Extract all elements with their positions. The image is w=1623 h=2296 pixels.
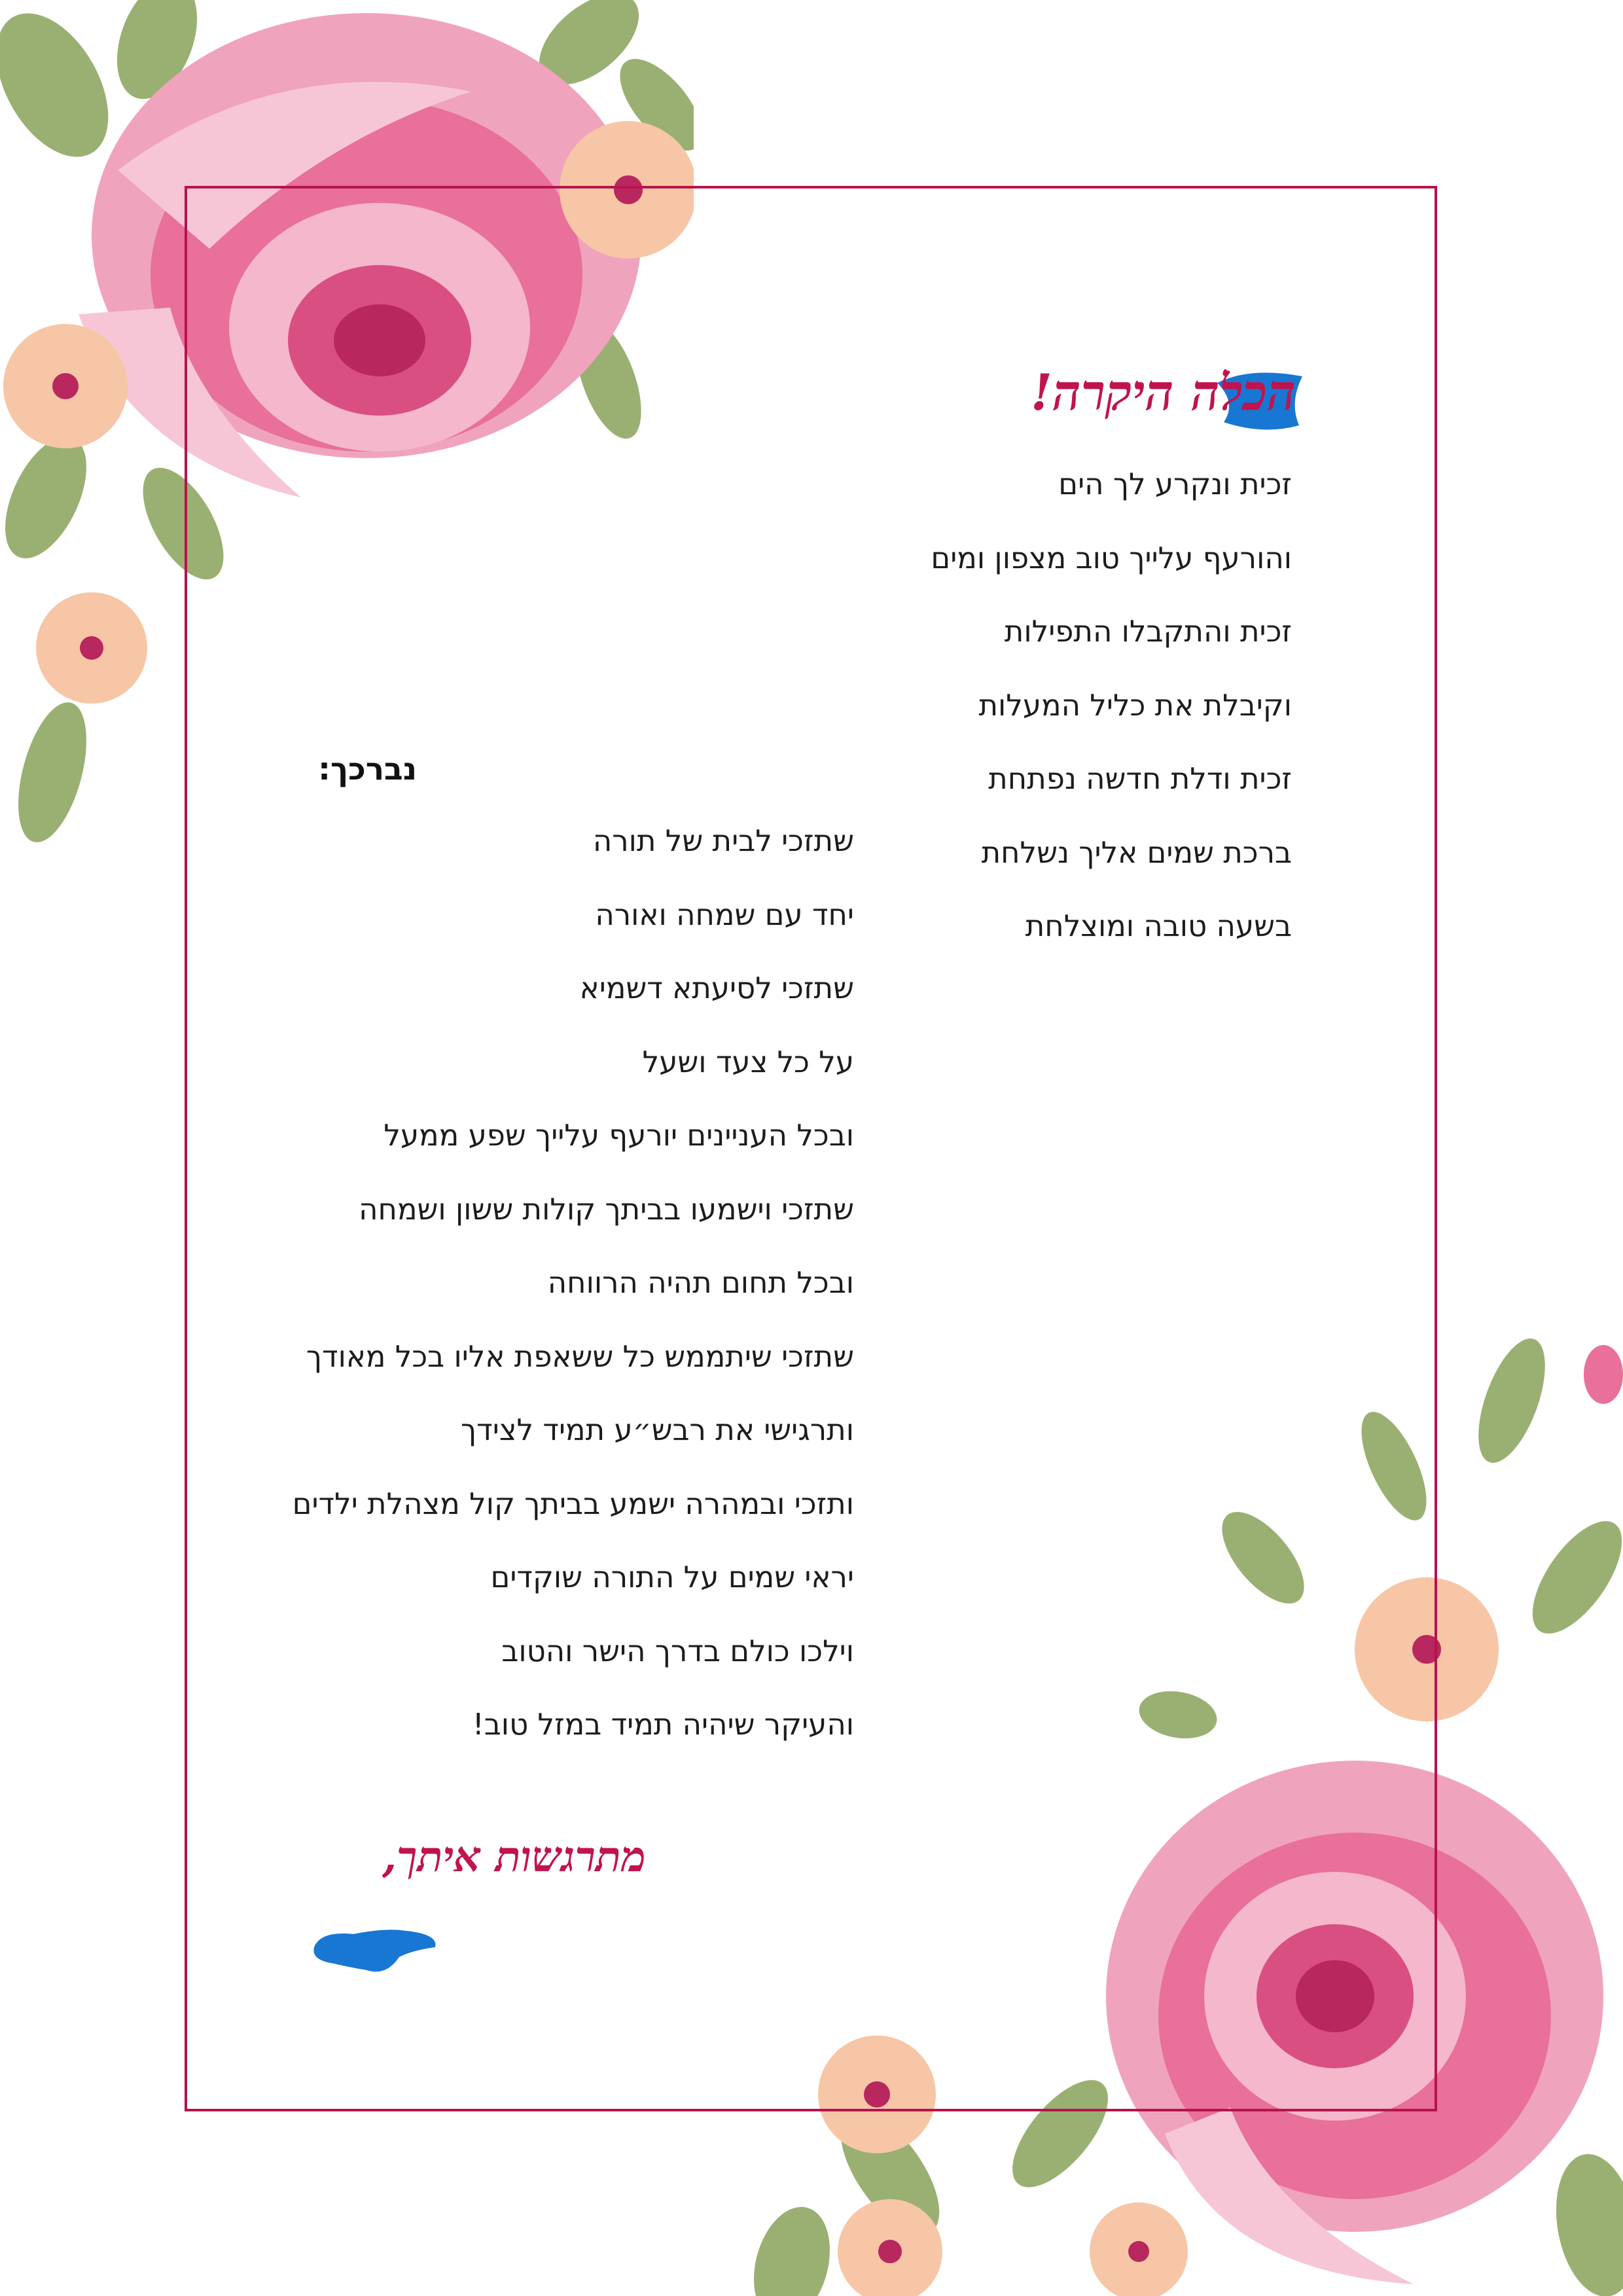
blessing-list bbox=[200, 818, 854, 1776]
verse-line: זכית ודלת חדשה נפתחת bbox=[988, 761, 1292, 796]
blessing-line: שתזכי לבית של תורה bbox=[592, 823, 854, 858]
verse-line: זכית והתקבלו התפילות bbox=[1004, 614, 1292, 649]
verse-line: זכית ונקרע לך הים bbox=[1058, 467, 1292, 501]
verse-line: ברכת שמים אליך נשלחת bbox=[981, 834, 1292, 870]
blessing-line: ותזכי ובמהרה ישמע בביתך קול מצהלת ילדים bbox=[292, 1486, 854, 1521]
blessing-line: שתזכי שיתממש כל ששאפת אליו בכל מאודך bbox=[306, 1338, 854, 1374]
blessing-line: על כל צעד ושעל bbox=[642, 1044, 854, 1079]
blessing-line: ובכל תחום תהיה הרווחה bbox=[547, 1265, 854, 1300]
blessing-line: וילכו כולם בדרך הישר והטוב bbox=[501, 1633, 854, 1668]
verse-line: בשעה טובה ומוצלחת bbox=[1025, 908, 1292, 943]
blessing-heading: נברכך: bbox=[318, 751, 417, 787]
blessing-line: ובכל העניינים יורעף עלייך שפע ממעל bbox=[383, 1118, 854, 1153]
blessing-line: יראי שמים על התורה שוקדים bbox=[490, 1560, 854, 1594]
blessing-line: ותרגישי את רבש״ע תמיד לצידך bbox=[461, 1412, 854, 1447]
blessing-line: שתזכי וישמעו בביתך קולות ששון ושמחה bbox=[359, 1191, 854, 1227]
greeting-title: הכלה היקרה! bbox=[1030, 363, 1296, 422]
blessing-line: שתזכי לסיעתא דשמיא bbox=[579, 971, 854, 1005]
blue-signature-mark bbox=[308, 1921, 445, 1980]
signature: מתרגשות איתך, bbox=[382, 1833, 646, 1882]
verse-line: והורעף עלייך טוב מצפון ומים bbox=[931, 540, 1292, 575]
blessing-line: והעיקר שיהיה תמיד במזל טוב! bbox=[472, 1707, 854, 1742]
verse-line: וקיבלת את כליל המעלות bbox=[978, 687, 1292, 723]
blessing-line: יחד עם שמחה ואורה bbox=[595, 897, 854, 932]
